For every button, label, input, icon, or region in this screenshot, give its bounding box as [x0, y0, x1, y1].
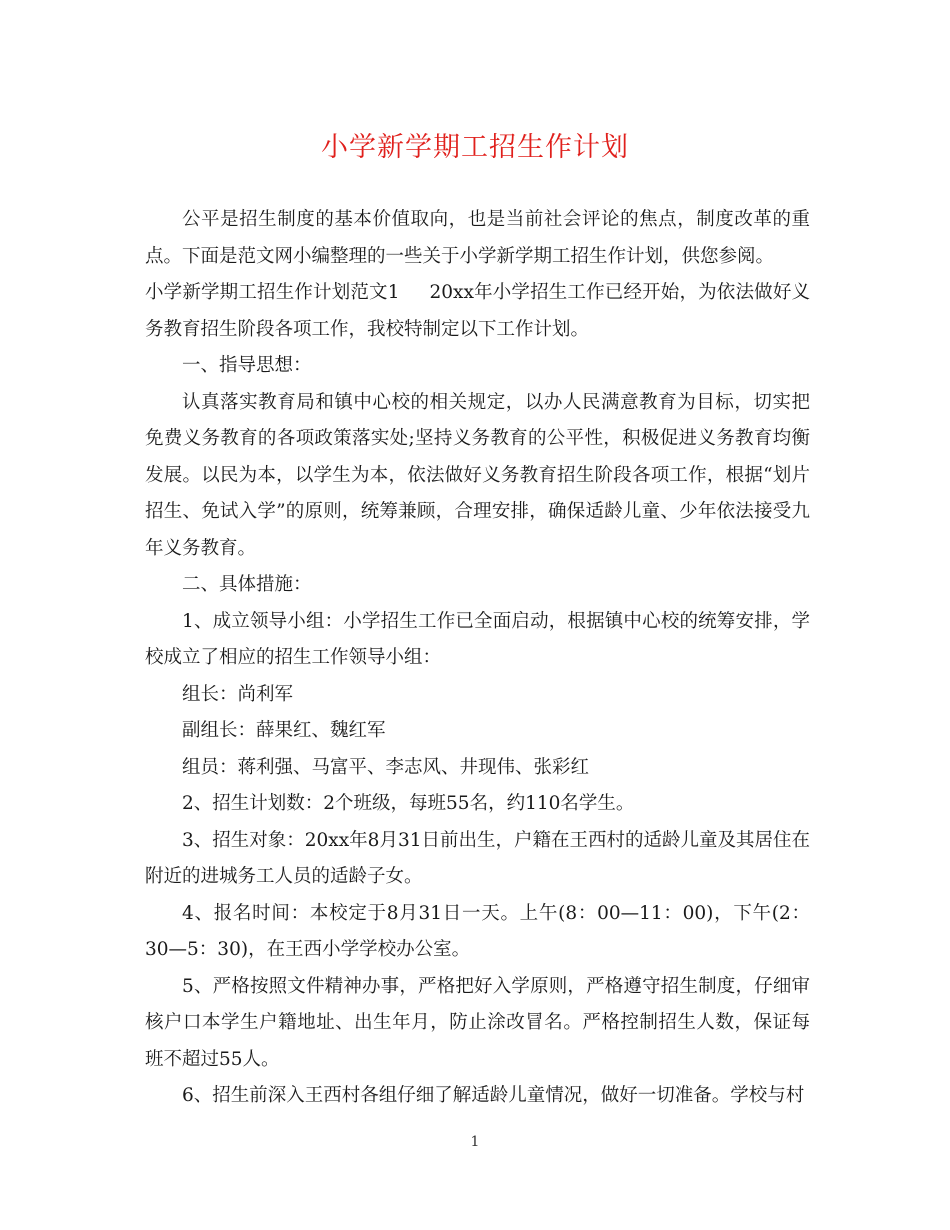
- section1-heading: 一、指导思想：: [182, 355, 312, 376]
- sample-intro: 20xx年小学招生工作已经开始，为依法做好义务教育招生阶段各项工作，我校特制定以下工作计划。: [145, 282, 810, 340]
- sample-paragraph: [145, 275, 810, 348]
- section1-paragraph: 认真落实教育局和镇中心校的相关规定，以办人民满意教育为目标，切实把免费义务教育的各项政策落实处;坚持义务教育的公平性，积极促进义务教育均衡发展。以民为本，以学生为本，依法做好义务教育招生阶段各项工作，根据“划片招生、免试入学”的原则，统筹兼顾，合理安排，确保适龄儿童、少年依法接受九年义务教育。: [145, 391, 810, 559]
- leader-line: 组长：尚利军: [182, 683, 294, 705]
- item-2-paragraph: 2、招生计划数：2个班级，每班55名，约110名学生。: [182, 793, 635, 814]
- document-body: [145, 202, 810, 1115]
- item-1-paragraph: 1、成立领导小组：小学招生工作已全面启动，根据镇中心校的统筹安排，学校成立了相应的招生工作领导小组：: [145, 610, 810, 668]
- item-6-paragraph: 6、招生前深入王西村各组仔细了解适龄儿童情况，做好一切准备。学校与村: [182, 1085, 805, 1106]
- item-5-paragraph: 5、严格按照文件精神办事，严格把好入学原则，严格遵守招生制度，仔细审核户口本学生户籍地址、出生年月，防止涂改冒名。严格控制招生人数，保证每班不超过55人。: [145, 975, 810, 1070]
- sample-heading: 小学新学期工招生作计划范文1: [145, 282, 400, 303]
- section2-heading: 二、具体措施：: [182, 574, 312, 595]
- members-line: 组员：蒋利强、马富平、李志风、井现伟、张彩红: [182, 756, 590, 778]
- document-title: 小学新学期工招生作计划: [321, 132, 629, 163]
- intro-paragraph: 公平是招生制度的基本价值取向，也是当前社会评论的焦点，制度改革的重点。下面是范文网小编整理的一些关于小学新学期工招生作计划，供您参阅。: [145, 209, 810, 267]
- item-3-paragraph: 3、招生对象：20xx年8月31日前出生，户籍在王西村的适龄儿童及其居住在附近的进城务工人员的适龄子女。: [145, 829, 810, 887]
- page-number: 1: [470, 1134, 480, 1150]
- vice-leader-line: 副组长：薛果红、魏红军: [182, 720, 386, 741]
- item-4-paragraph: 4、报名时间：本校定于8月31日一天。上午(8：00—11：00)，下午(2：30—5：30)，在王西小学学校办公室。: [145, 902, 810, 960]
